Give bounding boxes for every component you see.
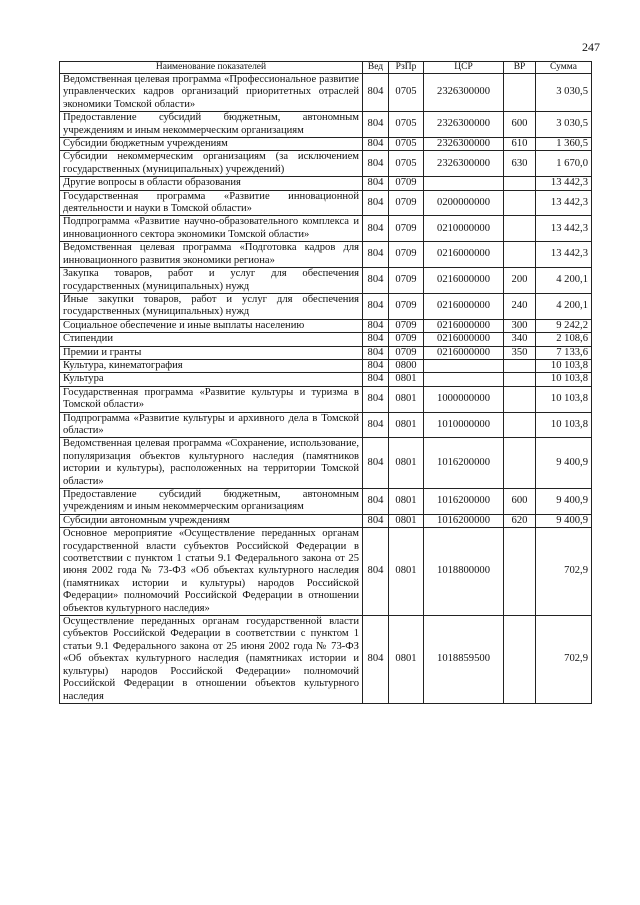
cell-ved: 804 — [363, 319, 389, 332]
cell-name: Субсидии бюджетным учреждениям — [60, 138, 363, 151]
cell-csr: 0216000000 — [424, 268, 504, 294]
cell-csr: 2326300000 — [424, 151, 504, 177]
header-ved: Вед — [363, 62, 389, 74]
cell-csr: 2326300000 — [424, 138, 504, 151]
cell-csr: 1016200000 — [424, 514, 504, 527]
cell-rzpr: 0709 — [389, 190, 424, 216]
table-row — [60, 438, 592, 489]
cell-rzpr: 0709 — [389, 242, 424, 268]
cell-vr: 620 — [504, 514, 536, 527]
cell-name: Подпрограмма «Развитие научно-образовательного комплекса и инновационного сектора экономики Томской области» — [60, 216, 363, 242]
table-row — [60, 386, 592, 412]
cell-vr — [504, 528, 536, 616]
cell-sum: 9 400,9 — [536, 489, 592, 515]
cell-ved: 804 — [363, 190, 389, 216]
cell-sum: 10 103,8 — [536, 359, 592, 372]
table-row — [60, 177, 592, 190]
cell-name: Субсидии автономным учреждениям — [60, 514, 363, 527]
cell-vr: 610 — [504, 138, 536, 151]
cell-rzpr: 0801 — [389, 514, 424, 527]
cell-rzpr: 0709 — [389, 268, 424, 294]
table-row — [60, 616, 592, 704]
header-rzpr: РзПр — [389, 62, 424, 74]
cell-ved: 804 — [363, 138, 389, 151]
table-row — [60, 489, 592, 515]
header-sum: Сумма — [536, 62, 592, 74]
table-row — [60, 293, 592, 319]
header-csr: ЦСР — [424, 62, 504, 74]
table-row — [60, 528, 592, 616]
table-row — [60, 242, 592, 268]
cell-name: Предоставление субсидий бюджетным, автономным учреждениям и иным некоммерческим организациям — [60, 489, 363, 515]
cell-sum: 3 030,5 — [536, 112, 592, 138]
cell-ved: 804 — [363, 373, 389, 386]
cell-csr — [424, 177, 504, 190]
cell-rzpr: 0709 — [389, 319, 424, 332]
cell-ved: 804 — [363, 438, 389, 489]
cell-vr — [504, 216, 536, 242]
cell-ved: 804 — [363, 177, 389, 190]
cell-name: Культура — [60, 373, 363, 386]
cell-rzpr: 0801 — [389, 386, 424, 412]
table-row — [60, 412, 592, 438]
cell-ved: 804 — [363, 489, 389, 515]
cell-rzpr: 0705 — [389, 74, 424, 112]
cell-rzpr: 0709 — [389, 293, 424, 319]
cell-name: Закупка товаров, работ и услуг для обеспечения государственных (муниципальных) нужд — [60, 268, 363, 294]
cell-ved: 804 — [363, 216, 389, 242]
cell-rzpr: 0705 — [389, 138, 424, 151]
table-body — [60, 74, 592, 704]
table-row — [60, 514, 592, 527]
cell-ved: 804 — [363, 386, 389, 412]
cell-rzpr: 0709 — [389, 346, 424, 359]
cell-sum: 1 670,0 — [536, 151, 592, 177]
table-row — [60, 346, 592, 359]
cell-sum: 9 400,9 — [536, 514, 592, 527]
cell-ved: 804 — [363, 346, 389, 359]
page-number: 247 — [582, 40, 600, 54]
cell-rzpr: 0709 — [389, 333, 424, 346]
cell-vr: 600 — [504, 112, 536, 138]
table-row — [60, 151, 592, 177]
cell-csr: 1018859500 — [424, 616, 504, 704]
cell-vr — [504, 190, 536, 216]
table-row — [60, 333, 592, 346]
table-row — [60, 319, 592, 332]
cell-rzpr: 0801 — [389, 528, 424, 616]
cell-sum: 702,9 — [536, 528, 592, 616]
cell-rzpr: 0801 — [389, 373, 424, 386]
table-row — [60, 190, 592, 216]
cell-vr: 350 — [504, 346, 536, 359]
cell-rzpr: 0709 — [389, 177, 424, 190]
cell-sum: 3 030,5 — [536, 74, 592, 112]
cell-rzpr: 0801 — [389, 412, 424, 438]
cell-csr: 0216000000 — [424, 242, 504, 268]
cell-vr — [504, 616, 536, 704]
cell-name: Культура, кинематография — [60, 359, 363, 372]
cell-ved: 804 — [363, 268, 389, 294]
cell-csr: 0210000000 — [424, 216, 504, 242]
cell-ved: 804 — [363, 242, 389, 268]
cell-ved: 804 — [363, 359, 389, 372]
cell-ved: 804 — [363, 616, 389, 704]
cell-csr: 0216000000 — [424, 333, 504, 346]
table-row — [60, 216, 592, 242]
cell-name: Основное мероприятие «Осуществление переданных органам государственной власти субъектов Российской Федерации в соответствии с пунктом 1 статьи 9.1 Федерального закона от 25 июня 2002 года № 73-ФЗ «Об объектах культурного наследия (памятниках истории и культуры) народов Российской Федерации» полномочий Российской Федерации в отношении объектов культурного наследия» — [60, 528, 363, 616]
cell-csr: 1000000000 — [424, 386, 504, 412]
cell-sum: 13 442,3 — [536, 242, 592, 268]
cell-name: Социальное обеспечение и иные выплаты населению — [60, 319, 363, 332]
cell-sum: 702,9 — [536, 616, 592, 704]
cell-ved: 804 — [363, 151, 389, 177]
cell-sum: 10 103,8 — [536, 386, 592, 412]
cell-sum: 2 108,6 — [536, 333, 592, 346]
cell-name: Другие вопросы в области образования — [60, 177, 363, 190]
cell-name: Осуществление переданных органам государственной власти субъектов Российской Федерации в соответствии с пунктом 1 статьи 9.1 Федерального закона от 25 июня 2002 года № 73-ФЗ «Об объектах культурного наследия (памятниках истории и культуры) народов Российской Федерации» полномочий Российской Федерации в отношении объектов культурного наследия — [60, 616, 363, 704]
cell-vr — [504, 412, 536, 438]
cell-ved: 804 — [363, 514, 389, 527]
cell-sum: 13 442,3 — [536, 177, 592, 190]
cell-vr — [504, 359, 536, 372]
cell-name: Стипендии — [60, 333, 363, 346]
table-row — [60, 74, 592, 112]
table-row — [60, 373, 592, 386]
cell-ved: 804 — [363, 293, 389, 319]
cell-vr: 340 — [504, 333, 536, 346]
cell-sum: 1 360,5 — [536, 138, 592, 151]
cell-sum: 9 242,2 — [536, 319, 592, 332]
cell-vr — [504, 373, 536, 386]
cell-vr: 630 — [504, 151, 536, 177]
cell-name: Иные закупки товаров, работ и услуг для обеспечения государственных (муниципальных) нужд — [60, 293, 363, 319]
cell-sum: 13 442,3 — [536, 216, 592, 242]
table-row — [60, 268, 592, 294]
cell-csr: 2326300000 — [424, 112, 504, 138]
cell-sum: 10 103,8 — [536, 412, 592, 438]
cell-csr: 0216000000 — [424, 346, 504, 359]
cell-csr: 1016200000 — [424, 489, 504, 515]
cell-csr: 1016200000 — [424, 438, 504, 489]
cell-name: Ведомственная целевая программа «Сохранение, использование, популяризация объектов культурного наследия (памятников истории и культуры), расположенных на территории Томской области» — [60, 438, 363, 489]
cell-csr: 2326300000 — [424, 74, 504, 112]
cell-sum: 7 133,6 — [536, 346, 592, 359]
cell-sum: 10 103,8 — [536, 373, 592, 386]
cell-name: Государственная программа «Развитие культуры и туризма в Томской области» — [60, 386, 363, 412]
cell-ved: 804 — [363, 74, 389, 112]
cell-vr — [504, 74, 536, 112]
cell-vr — [504, 177, 536, 190]
cell-csr: 1018800000 — [424, 528, 504, 616]
table-row — [60, 138, 592, 151]
cell-ved: 804 — [363, 528, 389, 616]
cell-vr: 200 — [504, 268, 536, 294]
table-row — [60, 112, 592, 138]
cell-name: Подпрограмма «Развитие культуры и архивного дела в Томской области» — [60, 412, 363, 438]
cell-sum: 4 200,1 — [536, 268, 592, 294]
cell-sum: 13 442,3 — [536, 190, 592, 216]
cell-name: Государственная программа «Развитие инновационной деятельности и науки в Томской области» — [60, 190, 363, 216]
cell-ved: 804 — [363, 112, 389, 138]
cell-rzpr: 0801 — [389, 616, 424, 704]
cell-ved: 804 — [363, 333, 389, 346]
cell-rzpr: 0705 — [389, 151, 424, 177]
cell-vr — [504, 438, 536, 489]
cell-vr — [504, 242, 536, 268]
cell-sum: 4 200,1 — [536, 293, 592, 319]
table-header — [60, 62, 592, 74]
cell-csr: 0200000000 — [424, 190, 504, 216]
cell-rzpr: 0801 — [389, 438, 424, 489]
cell-csr: 0216000000 — [424, 319, 504, 332]
table-row — [60, 359, 592, 372]
cell-name: Предоставление субсидий бюджетным, автономным учреждениям и иным некоммерческим организациям — [60, 112, 363, 138]
cell-name: Субсидии некоммерческим организациям (за исключением государственных (муниципальных) учреждений) — [60, 151, 363, 177]
cell-ved: 804 — [363, 412, 389, 438]
cell-name: Ведомственная целевая программа «Подготовка кадров для инновационного развития экономики региона» — [60, 242, 363, 268]
cell-name: Ведомственная целевая программа «Профессиональное развитие управленческих кадров организаций приоритетных отраслей экономики Томской области» — [60, 74, 363, 112]
cell-rzpr: 0709 — [389, 216, 424, 242]
cell-csr: 0216000000 — [424, 293, 504, 319]
cell-sum: 9 400,9 — [536, 438, 592, 489]
cell-vr: 300 — [504, 319, 536, 332]
budget-table — [59, 61, 592, 704]
header-name: Наименование показателей — [60, 62, 363, 74]
cell-rzpr: 0705 — [389, 112, 424, 138]
cell-rzpr: 0800 — [389, 359, 424, 372]
cell-rzpr: 0801 — [389, 489, 424, 515]
cell-csr: 1010000000 — [424, 412, 504, 438]
cell-csr — [424, 359, 504, 372]
cell-vr — [504, 386, 536, 412]
header-vr: ВР — [504, 62, 536, 74]
cell-name: Премии и гранты — [60, 346, 363, 359]
cell-vr: 600 — [504, 489, 536, 515]
cell-vr: 240 — [504, 293, 536, 319]
cell-csr — [424, 373, 504, 386]
